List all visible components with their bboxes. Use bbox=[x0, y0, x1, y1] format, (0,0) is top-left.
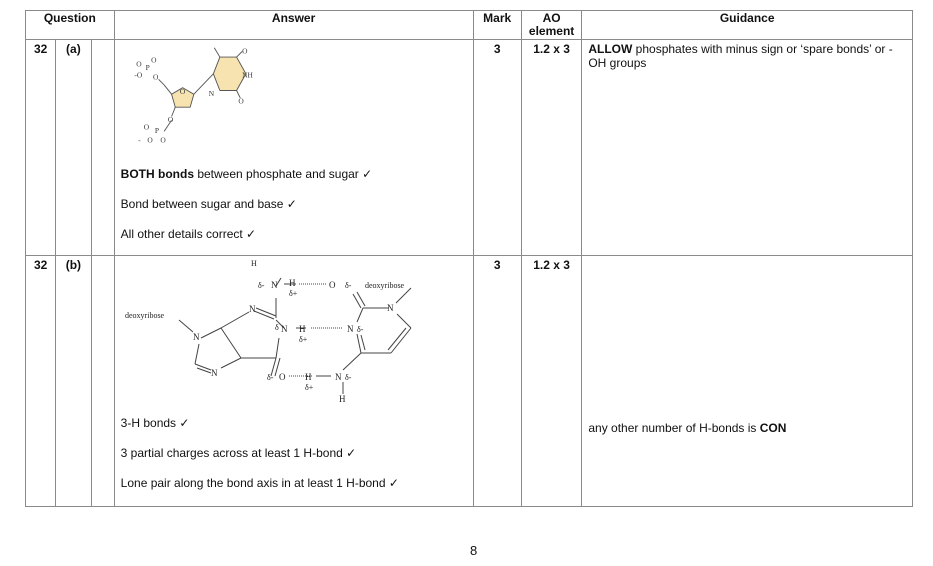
svg-text:O: O bbox=[167, 115, 173, 125]
svg-text:O: O bbox=[143, 122, 149, 132]
table-row bbox=[26, 256, 913, 507]
mark-scheme-table bbox=[25, 10, 913, 507]
svg-text:δ-: δ- bbox=[257, 281, 265, 290]
svg-text:δ: δ bbox=[274, 323, 279, 332]
guidance-text: ALLOW phosphates with minus sign or ‘spare bonds’ or -OH groups bbox=[582, 40, 913, 256]
base-pair-diagram bbox=[121, 258, 431, 403]
header-guidance: Guidance bbox=[582, 11, 913, 40]
nucleotide-diagram bbox=[127, 42, 257, 152]
svg-text:N: N bbox=[270, 280, 278, 290]
svg-text:δ-: δ- bbox=[356, 325, 364, 334]
answer-cell bbox=[114, 256, 473, 507]
svg-text:H: H bbox=[288, 278, 296, 288]
answer-cell bbox=[114, 40, 473, 256]
question-part: (a) bbox=[56, 40, 91, 256]
mark-value: 3 bbox=[473, 256, 521, 507]
answer-line-3: All other details correct ✓ bbox=[120, 227, 257, 241]
ao-element-value: 1.2 x 3 bbox=[521, 40, 581, 256]
answer-line-1: 3-H bonds ✓ bbox=[120, 416, 190, 430]
svg-text:P: P bbox=[145, 63, 150, 73]
svg-text:δ-: δ- bbox=[266, 373, 274, 382]
svg-text:δ+: δ+ bbox=[288, 289, 297, 298]
svg-text:O: O bbox=[241, 46, 248, 56]
table-row bbox=[26, 40, 913, 256]
svg-text:O: O bbox=[147, 135, 153, 145]
svg-text:-O: -O bbox=[134, 70, 142, 80]
svg-text:δ-: δ- bbox=[344, 373, 352, 382]
svg-text:O: O bbox=[152, 72, 159, 82]
svg-text:N: N bbox=[346, 324, 354, 334]
header-ao-element: AO element bbox=[521, 11, 581, 40]
question-number: 32 bbox=[26, 40, 56, 256]
svg-text:deoxyribose: deoxyribose bbox=[364, 281, 404, 290]
page-number: 8 bbox=[470, 543, 478, 558]
svg-text:H: H bbox=[304, 372, 312, 382]
svg-text:O: O bbox=[328, 280, 336, 290]
svg-text:H: H bbox=[250, 259, 257, 268]
ao-element-value: 1.2 x 3 bbox=[521, 256, 581, 507]
question-number: 32 bbox=[26, 256, 56, 507]
header-row bbox=[26, 11, 913, 40]
answer-line-3: Lone pair along the bond axis in at least 1 H-bond ✓ bbox=[120, 476, 399, 490]
svg-text:N: N bbox=[208, 89, 214, 99]
svg-text:N: N bbox=[248, 304, 256, 314]
svg-text:δ-: δ- bbox=[344, 281, 352, 290]
question-part: (b) bbox=[56, 256, 91, 507]
svg-text:H: H bbox=[298, 324, 306, 334]
question-subpart bbox=[91, 40, 114, 256]
header-question: Question bbox=[26, 11, 115, 40]
svg-text:-: - bbox=[137, 135, 141, 145]
svg-text:O: O bbox=[278, 372, 286, 382]
svg-text:O: O bbox=[179, 87, 185, 97]
answer-line-2: 3 partial charges across at least 1 H-bond ✓ bbox=[120, 446, 357, 460]
answer-line-1: BOTH bonds between phosphate and sugar ✓ bbox=[120, 167, 373, 181]
svg-text:N: N bbox=[210, 368, 218, 378]
svg-text:N: N bbox=[334, 372, 342, 382]
header-answer: Answer bbox=[114, 11, 473, 40]
svg-text:O: O bbox=[135, 59, 142, 69]
svg-text:N: N bbox=[280, 324, 288, 334]
svg-text:δ+: δ+ bbox=[304, 383, 313, 392]
svg-text:deoxyribose: deoxyribose bbox=[124, 311, 164, 320]
svg-text:N: N bbox=[386, 303, 394, 313]
guidance-text: any other number of H-bonds is CON bbox=[582, 256, 913, 507]
question-subpart bbox=[91, 256, 114, 507]
svg-text:δ+: δ+ bbox=[298, 335, 307, 344]
header-mark: Mark bbox=[473, 11, 521, 40]
svg-text:O: O bbox=[150, 55, 157, 65]
svg-text:O: O bbox=[160, 135, 166, 145]
svg-text:N: N bbox=[192, 332, 200, 342]
svg-text:NH: NH bbox=[241, 70, 253, 80]
svg-text:O: O bbox=[238, 96, 244, 106]
answer-line-2: Bond between sugar and base ✓ bbox=[120, 197, 297, 211]
mark-value: 3 bbox=[473, 40, 521, 256]
svg-text:H: H bbox=[338, 394, 346, 403]
svg-text:P: P bbox=[154, 126, 159, 136]
